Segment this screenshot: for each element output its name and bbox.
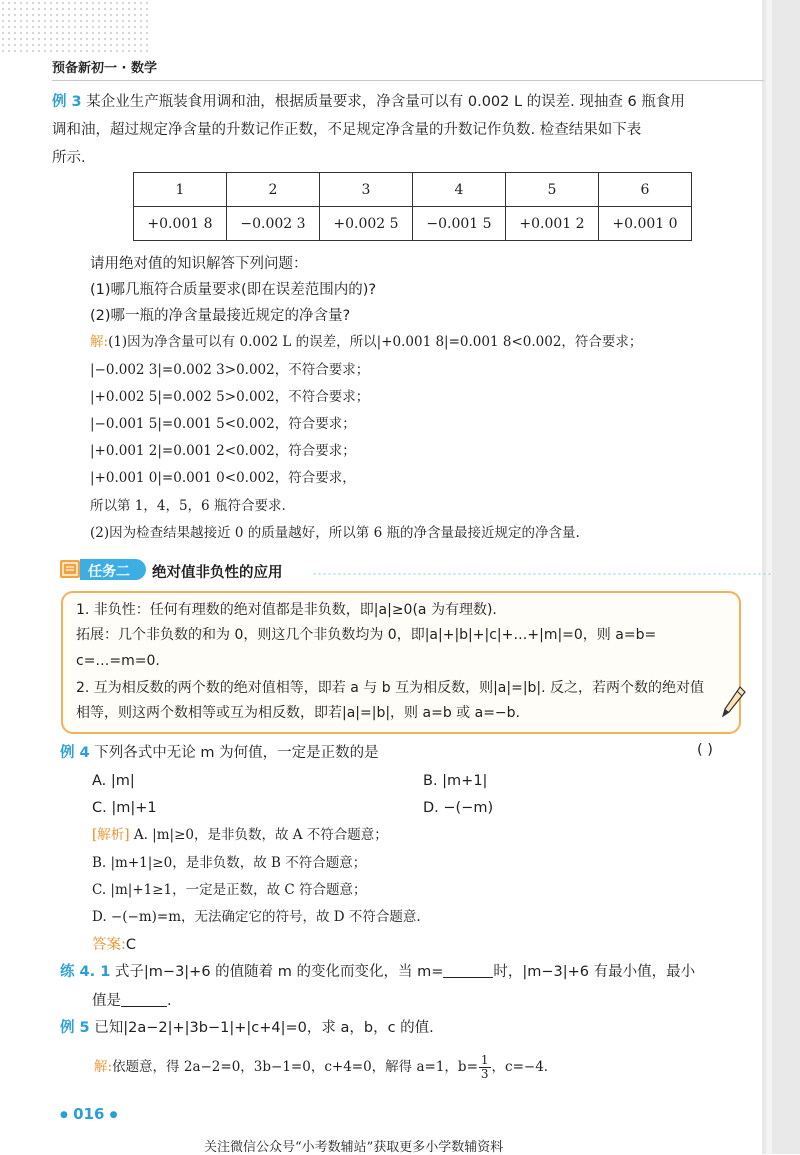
answer-parentheses: ( ) bbox=[697, 742, 713, 758]
ex3-sol4: |−0.001 5|=0.001 5<0.002，符合要求； bbox=[90, 416, 356, 432]
ex3-text1: 某企业生产瓶装食用调和油，根据质量要求，净含量可以有 0.002 L 的误差. 现抽查 6 瓶食用 bbox=[86, 94, 685, 110]
box-p2b: 相等，则这两个数相等或互为相反数，即若|a|=|b|，则 a=b 或 a=−b. bbox=[76, 705, 520, 721]
ex3-sol6: |+0.001 0|=0.001 0<0.002，符合要求， bbox=[90, 470, 356, 486]
inspection-table bbox=[133, 172, 692, 241]
fraction bbox=[479, 1054, 491, 1081]
ex4-1-text1b: 时，|m−3|+6 有最小值，最小 bbox=[493, 964, 696, 980]
ex3-text2: 调和油，超过规定净含量的升数记作正数，不足规定净含量的升数记作负数. 检查结果如下表 bbox=[52, 122, 642, 138]
ex3-sol2: |−0.002 3|=0.002 3>0.002，不符合要求； bbox=[90, 362, 370, 378]
ex3-sol5: |+0.001 2|=0.001 2<0.002，符合要求； bbox=[90, 443, 356, 459]
box-p1a: 1. 非负性：任何有理数的绝对值都是非负数，即|a|≥0(a 为有理数). bbox=[76, 602, 497, 618]
ex5-text: 已知|2a−2|+|3b−1|+|c+4|=0，求 a，b，c 的值. bbox=[94, 1020, 434, 1036]
box-p1b: 拓展：几个非负数的和为 0，则这几个非负数均为 0，即|a|+|b|+|c|+…+|m|=0，则 a=b= bbox=[76, 627, 657, 643]
fraction-denominator: 3 bbox=[480, 1067, 489, 1081]
ex4-an3: C. |m|+1≥1，一定是正数，故 C 符合题意； bbox=[92, 882, 367, 898]
footer-note: 关注微信公众号“小考数辅站”获取更多小学数辅资料 bbox=[204, 1140, 504, 1155]
ex4-analysis-line1 bbox=[92, 825, 388, 845]
ex5-solution-label: 解: bbox=[94, 1059, 113, 1075]
task-label: 任务二 bbox=[88, 564, 130, 580]
page-edge-highlight bbox=[766, 0, 772, 1154]
ex4-1-line2 bbox=[92, 991, 172, 1011]
task-title: 绝对值非负性的应用 bbox=[152, 565, 283, 581]
ex5-tag: 例 5 bbox=[60, 1020, 90, 1036]
ex4-option-b: B. |m+1| bbox=[423, 773, 488, 789]
ex3-question-2: (2)哪一瓶的净含量最接近规定的净含量? bbox=[90, 308, 351, 324]
ex5-line bbox=[60, 1018, 434, 1038]
page-number-text: 016 bbox=[73, 1105, 105, 1123]
ex4-1-text1: 式子|m−3|+6 的值随着 m 的变化而变化，当 m= bbox=[114, 964, 444, 980]
solution-label: 解: bbox=[90, 334, 109, 350]
box-p2a: 2. 互为相反数的两个数的绝对值相等，即若 a 与 b 互为相反数，则|a|=|b|. 反之，若两个数的绝对值 bbox=[76, 680, 705, 696]
table-value-cell: −0.001 5 bbox=[413, 207, 506, 241]
task-book-icon bbox=[60, 560, 80, 578]
ex4-an4: D. −(−m)=m，无法确定它的符号，故 D 不符合题意. bbox=[92, 909, 421, 925]
ex4-text: 下列各式中无论 m 为何值，一定是正数的是 bbox=[94, 745, 379, 761]
ex4-an1: A. |m|≥0，是非负数，故 A 不符合题意； bbox=[133, 827, 388, 843]
pencil-icon bbox=[720, 685, 746, 723]
ex4-1-text2: 值是 bbox=[92, 993, 121, 1009]
header-divider bbox=[52, 80, 764, 81]
analysis-label: [解析] bbox=[92, 827, 130, 843]
ex3-line1 bbox=[52, 92, 685, 112]
ex3-question-intro: 请用绝对值的知识解答下列问题： bbox=[90, 256, 308, 272]
table-value-cell: +0.001 0 bbox=[599, 207, 692, 241]
table-header-cell: 6 bbox=[599, 173, 692, 207]
blank-1 bbox=[443, 963, 493, 978]
ex4-1-tag: 练 4. 1 bbox=[60, 964, 111, 980]
ex3-solution-line1 bbox=[90, 332, 642, 352]
fraction-numerator: 1 bbox=[480, 1053, 489, 1067]
table-value-cell: +0.001 8 bbox=[134, 207, 227, 241]
ex3-sol1: (1)因为净含量可以有 0.002 L 的误差，所以|+0.001 8|=0.001 8<0.002，符合要求； bbox=[108, 334, 643, 350]
ex4-answer: C bbox=[125, 937, 137, 953]
ex3-tag: 例 3 bbox=[52, 94, 82, 110]
ex4-tag: 例 4 bbox=[60, 745, 90, 761]
ex4-line bbox=[60, 743, 379, 763]
table-header-cell: 5 bbox=[506, 173, 599, 207]
ex3-question-1: (1)哪几瓶符合质量要求(即在误差范围内的)? bbox=[90, 282, 377, 298]
ex3-text3: 所示. bbox=[52, 150, 86, 166]
ex4-1-text2b: . bbox=[167, 993, 172, 1009]
ex5-solution bbox=[94, 1054, 548, 1081]
ex4-option-d: D. −(−m) bbox=[423, 800, 494, 816]
table-value-cell: +0.001 2 bbox=[506, 207, 599, 241]
ex5-sol-a: 依题意，得 2a−2=0，3b−1=0，c+4=0，解得 a=1，b= bbox=[112, 1059, 478, 1075]
ex4-an2: B. |m+1|≥0，是非负数，故 B 不符合题意； bbox=[92, 855, 367, 871]
table-value-row bbox=[134, 207, 692, 241]
ex3-sol3: |+0.002 5|=0.002 5>0.002，不符合要求； bbox=[90, 389, 370, 405]
ex5-sol-b: ，c=−4. bbox=[491, 1059, 549, 1075]
table-value-cell: +0.002 5 bbox=[320, 207, 413, 241]
page-number: ● 016 ● bbox=[60, 1105, 118, 1123]
table-header-cell: 3 bbox=[320, 173, 413, 207]
box-p1c: c=…=m=0. bbox=[76, 653, 160, 669]
ex4-answer-line bbox=[92, 935, 136, 955]
table-header-cell: 1 bbox=[134, 173, 227, 207]
header-title: 预备新初一 · 数学 bbox=[52, 61, 157, 76]
answer-label: 答案: bbox=[92, 937, 126, 953]
ex4-option-c: C. |m|+1 bbox=[92, 800, 157, 816]
task-dotted-rule bbox=[312, 573, 772, 575]
table-header-row bbox=[134, 173, 692, 207]
table-header-cell: 2 bbox=[227, 173, 320, 207]
ex4-1-line1 bbox=[60, 962, 695, 982]
header-dot-pattern bbox=[0, 0, 150, 52]
blank-2 bbox=[121, 992, 167, 1007]
ex3-sol8: (2)因为检查结果越接近 0 的质量越好，所以第 6 瓶的净含量最接近规定的净含量. bbox=[90, 525, 580, 541]
ex3-sol7: 所以第 1，4，5，6 瓶符合要求. bbox=[90, 498, 286, 514]
table-header-cell: 4 bbox=[413, 173, 506, 207]
ex4-option-a: A. |m| bbox=[92, 773, 135, 789]
table-value-cell: −0.002 3 bbox=[227, 207, 320, 241]
